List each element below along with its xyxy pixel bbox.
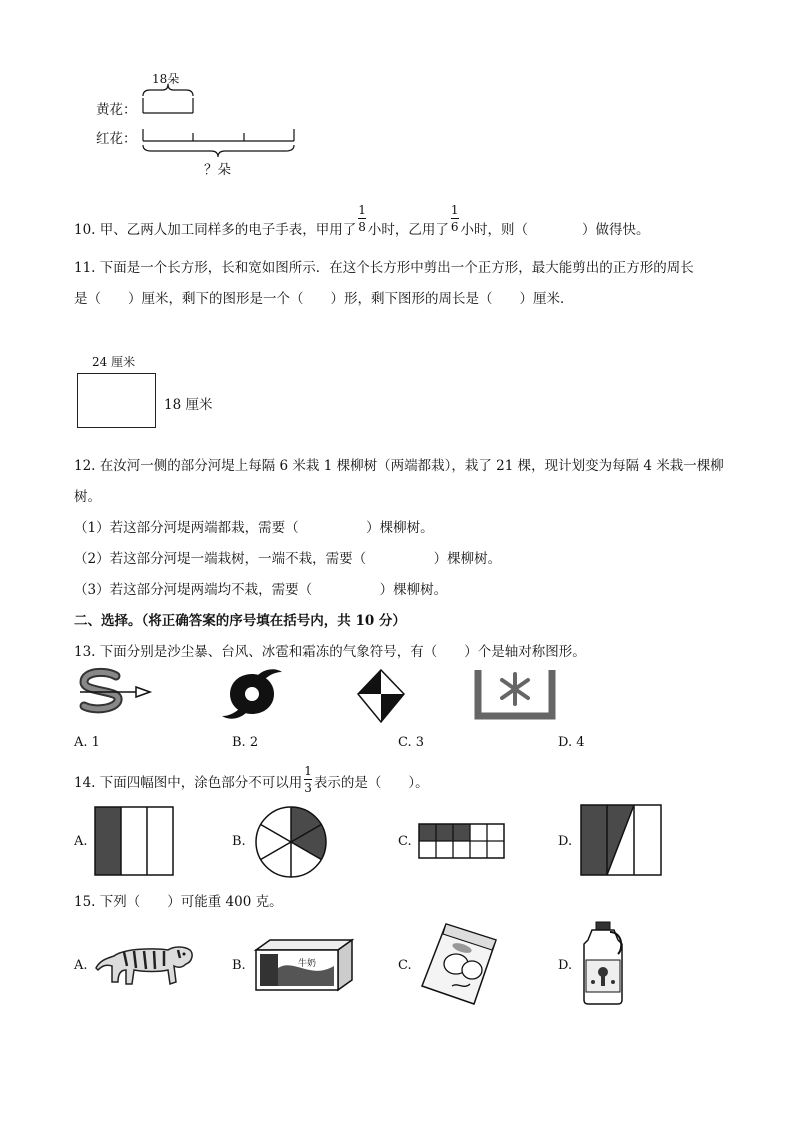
typhoon-symbol-icon [220, 666, 284, 722]
q14-option-a[interactable]: A. [74, 834, 88, 849]
frac-bar [358, 218, 366, 219]
q14-option-d[interactable]: D. [558, 834, 573, 849]
q12-line-1: 12. 在汝河一侧的部分河堤上每隔 6 米栽 1 棵柳树（两端都栽），栽了 21 棵，现计划变为每隔 4 米栽一棵柳 [74, 458, 724, 474]
q14-figure-d [580, 804, 662, 876]
frac-numerator: 1 [450, 203, 459, 217]
milk-box-icon [254, 938, 354, 992]
q10-text-b: 小时，乙用了 [367, 222, 449, 238]
q14-figure-b [255, 806, 327, 878]
q14-text-a: 14. 下面四幅图中，涂色部分不可以用 [74, 775, 303, 791]
top-brace [143, 84, 193, 96]
tiger-icon [94, 938, 196, 990]
segment-diagram [0, 0, 794, 200]
q12-line-2: 树。 [74, 489, 101, 505]
q13-option-c[interactable]: C. 3 [398, 735, 425, 750]
q11-line-2: 是（ ）厘米，剩下的图形是一个（ ）形，剩下图形的周长是（ ）厘米． [74, 291, 574, 307]
q12-sub-2: （2）若这部分河堤一端栽树，一端不栽，需要（ ）棵柳树。 [74, 551, 502, 567]
bottom-brace [143, 145, 294, 157]
frost-symbol-icon [474, 668, 556, 720]
question-10 [74, 203, 650, 245]
q13-option-b[interactable]: B. 2 [232, 735, 259, 750]
q14-fraction [303, 765, 313, 794]
q15-option-c[interactable]: C. [398, 958, 412, 973]
yellow-bar [143, 98, 193, 113]
rectangle-width-label: 18 厘米 [164, 397, 213, 413]
rectangle-length-label: 24 厘米 [92, 355, 136, 369]
section-2-title: 二、选择。（将正确答案的序号填在括号内，共 10 分） [74, 613, 406, 629]
red-bar [143, 129, 294, 141]
sandstorm-symbol-icon [76, 668, 154, 720]
q14-figure-a [94, 806, 174, 876]
q11-line-1: 11. 下面是一个长方形，长和宽如图所示．在这个长方形中剪出一个正方形，最大能剪出的正方形的周长 [74, 260, 694, 276]
q10-text-a: 10. 甲、乙两人加工同样多的电子手表，甲用了 [74, 222, 357, 238]
q10-text-c: 小时，则（ ）做得快。 [460, 222, 650, 238]
q15-option-a[interactable]: A. [74, 958, 88, 973]
q15-option-b[interactable]: B. [232, 958, 246, 973]
snack-bag-icon [416, 920, 500, 1006]
frac-bar [304, 779, 312, 780]
frac-bar [451, 218, 459, 219]
q14-option-c[interactable]: C. [398, 834, 412, 849]
frac-numerator: 1 [304, 764, 312, 778]
diagram-bottom-label: ？朵 [204, 162, 231, 178]
question-14 [74, 764, 429, 798]
frac-denominator: 6 [450, 220, 459, 234]
q13-option-a[interactable]: A. 1 [74, 735, 100, 750]
q10-fraction-2 [450, 204, 460, 233]
q12-sub-3: （3）若这部分河堤两端均不栽，需要（ ）棵柳树。 [74, 582, 448, 598]
q15-text: 15. 下列（ ）可能重 400 克。 [74, 894, 283, 910]
q14-option-b[interactable]: B. [232, 834, 246, 849]
q10-fraction-1 [357, 204, 367, 233]
yellow-flower-label: 黄花： [96, 102, 137, 118]
q14-figure-c [418, 823, 506, 859]
q13-text: 13. 下面分别是沙尘暴、台风、冰雹和霜冻的气象符号，有（ ）个是轴对称图形。 [74, 644, 586, 660]
q12-sub-1: （1）若这部分河堤两端都栽，需要（ ）棵柳树。 [74, 520, 434, 536]
red-flower-label: 红花： [96, 131, 137, 147]
hail-symbol-icon [356, 668, 406, 724]
frac-denominator: 8 [358, 220, 366, 234]
frac-numerator: 1 [358, 203, 366, 217]
q13-option-d[interactable]: D. 4 [558, 735, 585, 750]
q15-option-d[interactable]: D. [558, 958, 573, 973]
milk-box-label: 牛奶 [298, 959, 317, 969]
rectangle-figure [77, 373, 156, 428]
q14-text-b: 表示的是（ ）。 [313, 775, 429, 791]
oil-bottle-icon [578, 920, 628, 1006]
frac-denominator: 3 [304, 781, 312, 795]
diagram-top-label: 18朵 [152, 72, 180, 86]
